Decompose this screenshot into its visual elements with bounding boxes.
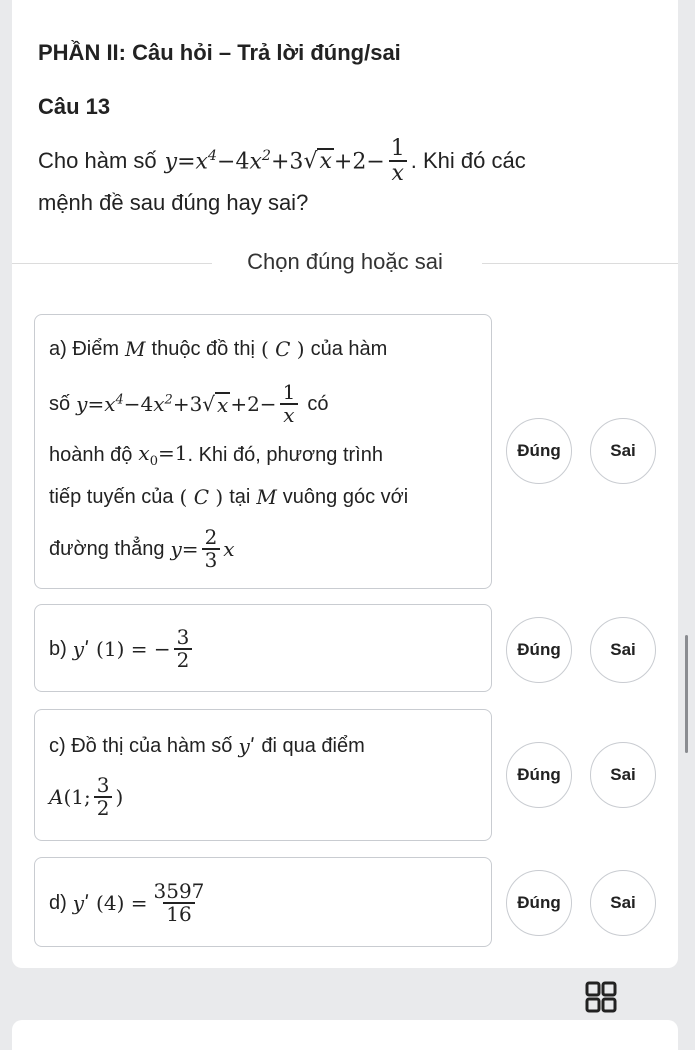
statement-d	[34, 857, 492, 947]
statement-d-line1: d) yʹ (4) = $\frac{3597}{16}$	[49, 879, 205, 926]
statement-a-line1: a) Điểm M thuộc đồ thị ( C ) của hàm	[49, 337, 388, 361]
choose-label: Chọn đúng hoặc sai	[247, 249, 443, 274]
statement-d-true-button[interactable]: Đúng	[506, 870, 572, 936]
fraction-1-over-x: $\frac{1}{x}$	[388, 137, 408, 185]
grid-icon[interactable]	[584, 980, 618, 1014]
divider-right	[482, 263, 678, 264]
statement-c-line2: A(1; $\frac{3}{2}$ )	[49, 773, 124, 820]
statement-b-false-button[interactable]: Sai	[590, 617, 656, 683]
statement-b-true-button[interactable]: Đúng	[506, 617, 572, 683]
statement-a-true-button[interactable]: Đúng	[506, 418, 572, 484]
scrollbar-thumb[interactable]	[685, 635, 688, 753]
question-text	[38, 136, 526, 186]
function-formula: $y=x^4-4x^2+3$ √ x +2−	[164, 147, 385, 175]
question-text-line2: mệnh đề sau đúng hay sai?	[38, 190, 309, 215]
statement-c	[34, 709, 492, 841]
question-intro: Cho hàm số	[38, 148, 157, 173]
statement-c-true-button[interactable]: Đúng	[506, 742, 572, 808]
statement-a-line3: hoành độ $x_0=1$ . Khi đó, phương trình	[49, 441, 383, 469]
statement-a-line4: tiếp tuyến của ( C ) tại M vuông góc với	[49, 485, 409, 509]
statement-a-line5: đường thẳng y= $\frac{2}{3}$ x	[49, 525, 235, 572]
statement-a-false-button[interactable]: Sai	[590, 418, 656, 484]
statement-d-false-button[interactable]: Sai	[590, 870, 656, 936]
statement-c-false-button[interactable]: Sai	[590, 742, 656, 808]
choose-divider	[12, 245, 678, 281]
question-title: Câu 13	[38, 94, 111, 119]
statement-a-line2: số $y=x^4-4x^2+3$ √ x +2− $\frac{1}{x}$ có	[49, 380, 329, 427]
question-intro-tail: . Khi đó các	[410, 148, 526, 173]
section-title: PHẦN II: Câu hỏi – Trả lời đúng/sai	[38, 40, 401, 65]
statement-a	[34, 314, 492, 589]
next-card-edge	[12, 1020, 678, 1050]
statement-c-line1: c) Đồ thị của hàm số yʹ đi qua điểm	[49, 734, 365, 758]
statement-b-line1: b) yʹ (1) = − $\frac{3}{2}$	[49, 619, 195, 679]
statement-b	[34, 604, 492, 692]
